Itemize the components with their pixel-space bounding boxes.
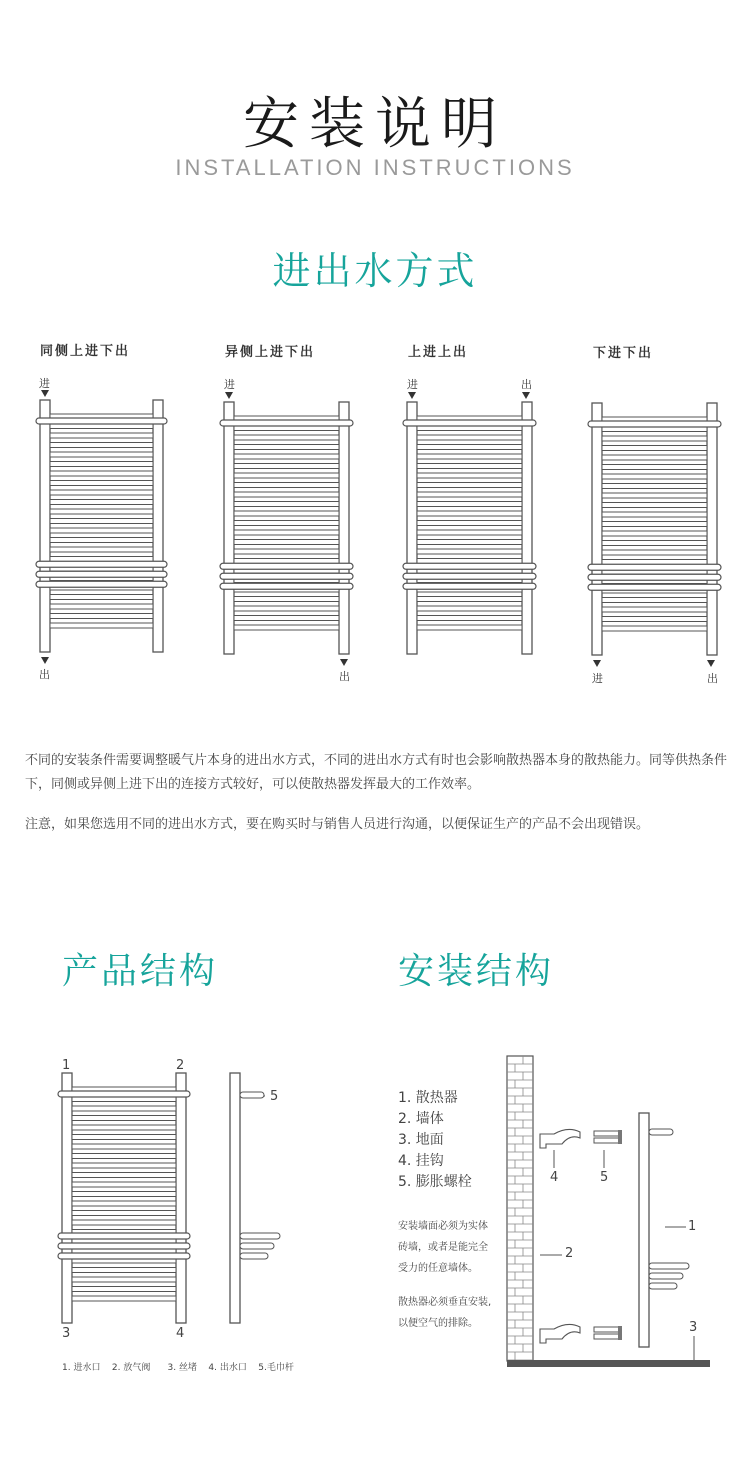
radiator-same-side: [36, 400, 167, 652]
radiator-slat: [234, 492, 339, 497]
radiator-slat: [602, 541, 707, 546]
radiator-slat: [602, 493, 707, 498]
radiator-slat: [72, 1220, 176, 1225]
towel-bar: [403, 563, 536, 569]
radiator-slat: [234, 540, 339, 545]
radiator-slat: [50, 452, 153, 457]
towel-bar: [36, 571, 167, 577]
note-line: 受力的任意墙体。: [398, 1263, 478, 1274]
wall-outline: [507, 1056, 533, 1361]
bolt-body: [594, 1138, 620, 1143]
in-label: 进: [592, 672, 603, 685]
towel-bar: [588, 421, 721, 427]
floor-slab: [507, 1360, 710, 1367]
radiator-slat: [50, 623, 153, 628]
radiator-slat: [50, 481, 153, 486]
bolt-head: [618, 1130, 622, 1144]
radiator-slat: [234, 616, 339, 621]
flow-out-arrow: [340, 659, 348, 666]
radiator-slat: [417, 625, 522, 630]
radiator-slat: [417, 530, 522, 535]
radiator-slat: [234, 464, 339, 469]
callout-outlet: 4: [176, 1326, 185, 1341]
radiator-slat: [602, 550, 707, 555]
bolt-body: [594, 1327, 620, 1332]
radiator-slat: [602, 607, 707, 612]
radiator-slat: [417, 454, 522, 459]
radiator-slat: [602, 465, 707, 470]
radiator-slat: [602, 626, 707, 631]
towel-bar-side: [240, 1233, 280, 1239]
note-line: 散热器必须垂直安装,: [398, 1297, 492, 1308]
note-line: 以便空气的排除。: [398, 1318, 478, 1329]
flow-in-arrow: [593, 660, 601, 667]
radiator-slat: [50, 462, 153, 467]
radiator-slat: [602, 455, 707, 460]
radiator-slat: [234, 502, 339, 507]
callout-hook: 4: [550, 1170, 559, 1185]
radiator-slat: [50, 509, 153, 514]
towel-bar-side: [649, 1283, 677, 1289]
towel-bar: [220, 583, 353, 589]
in-label: 进: [224, 378, 235, 391]
radiator-slat: [234, 445, 339, 450]
radiator-pipe: [707, 403, 717, 655]
flow-section-title: 进出水方式: [272, 249, 478, 293]
radiator-slat: [234, 606, 339, 611]
product-legend: 1. 进水口 2. 放气阀 3. 丝堵 4. 出水口 5.毛巾杆: [62, 1363, 294, 1373]
radiator-slat: [72, 1268, 176, 1273]
radiator-pipe: [176, 1073, 186, 1323]
towel-bar: [220, 420, 353, 426]
radiator-slat: [602, 522, 707, 527]
radiator-slat: [50, 604, 153, 609]
radiator-slat: [72, 1135, 176, 1140]
product-structure-title: 产品结构: [62, 951, 219, 992]
callout-towel-bar: 5: [270, 1089, 279, 1104]
in-label: 进: [39, 377, 50, 390]
page-title: 安装说明: [243, 92, 507, 157]
callout-floor: 3: [689, 1320, 698, 1335]
installed-radiator-side: [639, 1113, 689, 1347]
radiator-slat: [417, 483, 522, 488]
radiator-slat: [602, 436, 707, 441]
radiator-slat: [602, 531, 707, 536]
radiator-slat: [417, 492, 522, 497]
radiator-slat: [50, 595, 153, 600]
radiator-slat: [417, 502, 522, 507]
radiator-slat: [234, 511, 339, 516]
radiator-slat: [72, 1296, 176, 1301]
radiator-slat: [417, 540, 522, 545]
callout-wall: 2: [565, 1246, 574, 1261]
towel-bar-side: [240, 1243, 274, 1249]
radiator-slat: [234, 597, 339, 602]
radiator-slat: [234, 625, 339, 630]
callout-inlet: 1: [62, 1058, 71, 1073]
towel-bar-side: [649, 1273, 683, 1279]
radiator-slat: [72, 1173, 176, 1178]
radiator-slat: [602, 617, 707, 622]
hook: [540, 1324, 580, 1343]
install-structure-title: 安装结构: [398, 951, 555, 992]
side-pipe: [639, 1113, 649, 1347]
towel-bar: [403, 583, 536, 589]
radiator-slat: [234, 530, 339, 535]
radiator-slat: [417, 445, 522, 450]
radiator-pipe: [224, 402, 234, 654]
out-label: 出: [707, 672, 718, 685]
radiator-slat: [50, 500, 153, 505]
towel-bar: [220, 563, 353, 569]
radiator-slat: [602, 484, 707, 489]
flow-in-arrow: [225, 392, 233, 399]
note-line: 砖墙，或者是能完全: [398, 1242, 488, 1253]
radiator-slat: [234, 454, 339, 459]
flow-out-arrow: [41, 657, 49, 664]
list-item: 5. 膨胀螺栓: [398, 1174, 472, 1190]
list-item: 4. 挂钩: [398, 1153, 444, 1169]
towel-bar: [58, 1253, 190, 1259]
product-side-view: [230, 1073, 280, 1323]
radiator-slat: [72, 1287, 176, 1292]
expansion-bolt: [594, 1326, 622, 1340]
radiator-slat: [50, 519, 153, 524]
callout-plug: 3: [62, 1326, 71, 1341]
radiator-pipe: [153, 400, 163, 652]
radiator-slat: [234, 473, 339, 478]
flow-out-arrow: [707, 660, 715, 667]
radiator-slat: [72, 1277, 176, 1282]
radiator-slat: [50, 538, 153, 543]
towel-bar: [220, 573, 353, 579]
towel-bar: [588, 574, 721, 580]
radiator-slat: [602, 598, 707, 603]
bolt-body: [594, 1131, 620, 1136]
towel-bar: [36, 581, 167, 587]
brick-wall: [507, 1056, 533, 1361]
towel-bar: [588, 584, 721, 590]
method-label-bottom-bottom: 下进下出: [593, 346, 654, 361]
flow-out-arrow: [522, 392, 530, 399]
flow-paragraph: 不同的安装条件需要调整暖气片本身的进出水方式，不同的进出水方式有时也会影响散热器本身的散热能力。同等供热条件下，同侧或异侧上进下出的连接方式较好，可以使散热器发挥最大的工作效率。: [25, 753, 728, 792]
hook-shape: [540, 1324, 580, 1343]
radiator-pipe: [407, 402, 417, 654]
radiator-slat: [72, 1182, 176, 1187]
radiator-slat: [602, 474, 707, 479]
radiator-slat: [417, 597, 522, 602]
out-label: 出: [339, 670, 350, 683]
radiator-slat: [72, 1154, 176, 1159]
towel-bar-side: [649, 1263, 689, 1269]
flow-in-arrow: [408, 392, 416, 399]
in-label: 进: [407, 378, 418, 391]
hook: [540, 1129, 580, 1148]
towel-bar: [36, 418, 167, 424]
flow-note: 注意，如果您选用不同的进出水方式，要在购买时与销售人员进行沟通，以便保证生产的产品不会出现错误。: [25, 817, 650, 832]
radiator-slat: [72, 1125, 176, 1130]
method-label-same-side: 同侧上进下出: [40, 344, 131, 359]
radiator-slat: [417, 521, 522, 526]
towel-bar: [403, 420, 536, 426]
radiator-slat: [50, 443, 153, 448]
out-label: 出: [39, 668, 50, 681]
towel-bar-side: [240, 1253, 268, 1259]
radiator-slat: [417, 464, 522, 469]
radiator-slat: [72, 1106, 176, 1111]
radiator-slat: [602, 512, 707, 517]
radiator-top-top: [403, 402, 536, 654]
radiator-slat: [234, 483, 339, 488]
radiator-pipe: [40, 400, 50, 652]
bolt-head: [618, 1326, 622, 1340]
expansion-bolt: [594, 1130, 622, 1144]
towel-bar-side: [649, 1129, 673, 1135]
towel-bar: [58, 1233, 190, 1239]
towel-bar-side: [240, 1092, 264, 1098]
list-item: 3. 地面: [398, 1132, 444, 1148]
radiator-opposite-side: [220, 402, 353, 654]
towel-bar: [58, 1243, 190, 1249]
radiator-slat: [72, 1163, 176, 1168]
hook-shape: [540, 1129, 580, 1148]
method-label-opposite-side: 异侧上进下出: [225, 345, 316, 360]
radiator-slat: [234, 521, 339, 526]
radiator-slat: [602, 446, 707, 451]
radiator-pipe: [339, 402, 349, 654]
callout-air-valve: 2: [176, 1058, 185, 1073]
list-item: 1. 散热器: [398, 1090, 458, 1106]
radiator-slat: [50, 528, 153, 533]
radiator-slat: [417, 511, 522, 516]
radiator-slat: [72, 1116, 176, 1121]
radiator-slat: [50, 433, 153, 438]
radiator-bottom-bottom: [588, 403, 721, 655]
method-label-top-top: 上进上出: [408, 345, 469, 360]
product-front-view: [58, 1073, 190, 1323]
radiator-slat: [417, 549, 522, 554]
radiator-pipe: [62, 1073, 72, 1323]
callout-radiator: 1: [688, 1219, 697, 1234]
note-line: 安装墙面必须为实体: [398, 1221, 488, 1232]
radiator-slat: [50, 490, 153, 495]
radiator-slat: [234, 549, 339, 554]
radiator-slat: [50, 614, 153, 619]
radiator-pipe: [592, 403, 602, 655]
radiator-slat: [72, 1144, 176, 1149]
towel-bar: [403, 573, 536, 579]
towel-bar: [588, 564, 721, 570]
radiator-slat: [50, 471, 153, 476]
flow-in-arrow: [41, 390, 49, 397]
side-pipe: [230, 1073, 240, 1323]
radiator-slat: [72, 1201, 176, 1206]
out-label: 出: [521, 378, 532, 391]
towel-bar: [36, 561, 167, 567]
page-subtitle: INSTALLATION INSTRUCTIONS: [175, 155, 575, 180]
bolt-body: [594, 1334, 620, 1339]
radiator-slat: [417, 606, 522, 611]
radiator-slat: [72, 1211, 176, 1216]
radiator-slat: [602, 503, 707, 508]
radiator-slat: [234, 435, 339, 440]
radiator-slat: [50, 547, 153, 552]
radiator-slat: [72, 1192, 176, 1197]
towel-bar: [58, 1091, 190, 1097]
radiator-slat: [417, 435, 522, 440]
radiator-slat: [417, 616, 522, 621]
callout-bolt: 5: [600, 1170, 609, 1185]
radiator-pipe: [522, 402, 532, 654]
list-item: 2. 墙体: [398, 1111, 444, 1127]
radiator-slat: [417, 473, 522, 478]
